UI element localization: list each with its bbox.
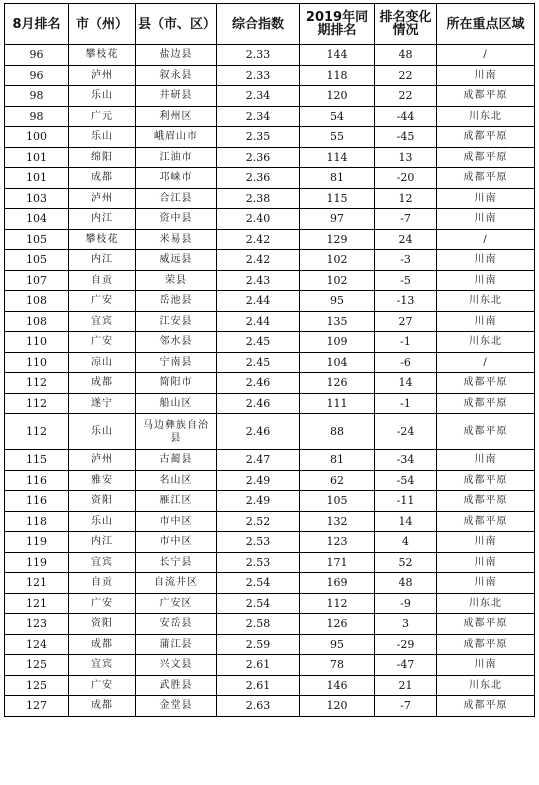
- cell-region: 成都平原: [437, 470, 535, 491]
- cell-rank: 119: [5, 532, 69, 553]
- cell-rank-change: -34: [375, 450, 437, 471]
- cell-county: 岳池县: [136, 291, 217, 312]
- cell-region: 成都平原: [437, 147, 535, 168]
- cell-county: 马边彝族自治县: [136, 414, 217, 450]
- cell-region: 川南: [437, 209, 535, 230]
- cell-rank-change: 22: [375, 86, 437, 107]
- cell-rank-change: -54: [375, 470, 437, 491]
- cell-rank-change: -1: [375, 393, 437, 414]
- cell-rank-change: -3: [375, 250, 437, 271]
- table-row: [5, 311, 535, 332]
- cell-region: 川南: [437, 188, 535, 209]
- cell-index: 2.33: [217, 45, 300, 66]
- cell-index: 2.42: [217, 229, 300, 250]
- cell-rank: 116: [5, 491, 69, 512]
- cell-county: 市中区: [136, 532, 217, 553]
- cell-prev-rank: 105: [300, 491, 375, 512]
- cell-city: 成都: [69, 373, 136, 394]
- cell-city: 泸州: [69, 188, 136, 209]
- cell-index: 2.46: [217, 414, 300, 450]
- table-row: [5, 511, 535, 532]
- table-row: [5, 106, 535, 127]
- cell-index: 2.61: [217, 655, 300, 676]
- cell-prev-rank: 95: [300, 634, 375, 655]
- cell-region: 川南: [437, 65, 535, 86]
- cell-region: 成都平原: [437, 373, 535, 394]
- cell-index: 2.47: [217, 450, 300, 471]
- cell-prev-rank: 62: [300, 470, 375, 491]
- header-row: [5, 4, 535, 45]
- cell-prev-rank: 104: [300, 352, 375, 373]
- cell-prev-rank: 144: [300, 45, 375, 66]
- cell-rank: 108: [5, 311, 69, 332]
- cell-rank: 108: [5, 291, 69, 312]
- cell-prev-rank: 112: [300, 593, 375, 614]
- cell-county: 市中区: [136, 511, 217, 532]
- cell-region: 川南: [437, 450, 535, 471]
- table-row: [5, 450, 535, 471]
- table-row: [5, 45, 535, 66]
- table-row: [5, 696, 535, 717]
- table-row: [5, 65, 535, 86]
- cell-city: 乐山: [69, 511, 136, 532]
- cell-rank-change: 3: [375, 614, 437, 635]
- cell-index: 2.40: [217, 209, 300, 230]
- cell-county: 雁江区: [136, 491, 217, 512]
- cell-index: 2.53: [217, 532, 300, 553]
- cell-county: 兴文县: [136, 655, 217, 676]
- cell-region: 川东北: [437, 332, 535, 353]
- cell-rank: 107: [5, 270, 69, 291]
- cell-city: 自贡: [69, 270, 136, 291]
- cell-rank: 112: [5, 373, 69, 394]
- table-row: [5, 373, 535, 394]
- cell-rank: 115: [5, 450, 69, 471]
- cell-rank-change: 22: [375, 65, 437, 86]
- cell-rank-change: 14: [375, 511, 437, 532]
- cell-rank: 110: [5, 352, 69, 373]
- cell-index: 2.49: [217, 491, 300, 512]
- header-rank: 8月排名: [5, 4, 69, 45]
- table-row: [5, 470, 535, 491]
- table-row: [5, 270, 535, 291]
- cell-rank: 125: [5, 655, 69, 676]
- ranking-table: [4, 3, 535, 717]
- cell-city: 凉山: [69, 352, 136, 373]
- cell-rank-change: -1: [375, 332, 437, 353]
- cell-city: 资阳: [69, 614, 136, 635]
- cell-rank-change: -44: [375, 106, 437, 127]
- cell-region: 成都平原: [437, 168, 535, 189]
- table-row: [5, 393, 535, 414]
- cell-city: 广元: [69, 106, 136, 127]
- cell-index: 2.33: [217, 65, 300, 86]
- table-row: [5, 86, 535, 107]
- cell-city: 内江: [69, 250, 136, 271]
- cell-city: 乐山: [69, 127, 136, 148]
- cell-rank: 116: [5, 470, 69, 491]
- cell-rank-change: 27: [375, 311, 437, 332]
- cell-index: 2.52: [217, 511, 300, 532]
- cell-region: 川东北: [437, 675, 535, 696]
- table-row: [5, 147, 535, 168]
- cell-city: 绵阳: [69, 147, 136, 168]
- cell-rank-change: -7: [375, 696, 437, 717]
- cell-county: 江安县: [136, 311, 217, 332]
- cell-county: 武胜县: [136, 675, 217, 696]
- table-row: [5, 414, 535, 450]
- table-row: [5, 168, 535, 189]
- cell-county: 叙永县: [136, 65, 217, 86]
- cell-city: 成都: [69, 168, 136, 189]
- cell-county: 名山区: [136, 470, 217, 491]
- cell-rank-change: -6: [375, 352, 437, 373]
- cell-prev-rank: 88: [300, 414, 375, 450]
- cell-city: 宜宾: [69, 311, 136, 332]
- header-prev-rank: 2019年同期排名: [300, 4, 375, 45]
- cell-index: 2.35: [217, 127, 300, 148]
- cell-rank-change: -5: [375, 270, 437, 291]
- cell-city: 乐山: [69, 414, 136, 450]
- cell-rank: 118: [5, 511, 69, 532]
- cell-region: 成都平原: [437, 127, 535, 148]
- cell-index: 2.42: [217, 250, 300, 271]
- cell-prev-rank: 114: [300, 147, 375, 168]
- cell-county: 古蔺县: [136, 450, 217, 471]
- cell-index: 2.45: [217, 332, 300, 353]
- cell-city: 遂宁: [69, 393, 136, 414]
- cell-prev-rank: 55: [300, 127, 375, 148]
- cell-region: /: [437, 352, 535, 373]
- cell-rank: 101: [5, 168, 69, 189]
- cell-rank: 121: [5, 573, 69, 594]
- cell-prev-rank: 118: [300, 65, 375, 86]
- cell-prev-rank: 111: [300, 393, 375, 414]
- cell-region: 川南: [437, 250, 535, 271]
- cell-rank-change: 12: [375, 188, 437, 209]
- cell-city: 广安: [69, 593, 136, 614]
- cell-rank: 124: [5, 634, 69, 655]
- cell-city: 攀枝花: [69, 45, 136, 66]
- cell-city: 广安: [69, 291, 136, 312]
- table-row: [5, 209, 535, 230]
- cell-prev-rank: 109: [300, 332, 375, 353]
- cell-region: 川南: [437, 655, 535, 676]
- cell-index: 2.38: [217, 188, 300, 209]
- cell-rank-change: 24: [375, 229, 437, 250]
- cell-index: 2.53: [217, 552, 300, 573]
- cell-prev-rank: 81: [300, 168, 375, 189]
- cell-index: 2.36: [217, 168, 300, 189]
- table-row: [5, 229, 535, 250]
- table-row: [5, 188, 535, 209]
- header-county: 县（市、区）: [136, 4, 217, 45]
- cell-county: 荣县: [136, 270, 217, 291]
- cell-rank-change: 48: [375, 573, 437, 594]
- header-city: 市（州）: [69, 4, 136, 45]
- cell-rank-change: 14: [375, 373, 437, 394]
- cell-county: 盐边县: [136, 45, 217, 66]
- cell-county: 邛崃市: [136, 168, 217, 189]
- cell-county: 长宁县: [136, 552, 217, 573]
- cell-index: 2.58: [217, 614, 300, 635]
- cell-rank: 105: [5, 250, 69, 271]
- table-row: [5, 250, 535, 271]
- cell-prev-rank: 78: [300, 655, 375, 676]
- cell-prev-rank: 126: [300, 373, 375, 394]
- cell-index: 2.63: [217, 696, 300, 717]
- cell-region: 成都平原: [437, 414, 535, 450]
- cell-county: 金堂县: [136, 696, 217, 717]
- cell-rank: 105: [5, 229, 69, 250]
- cell-rank-change: 48: [375, 45, 437, 66]
- cell-county: 峨眉山市: [136, 127, 217, 148]
- table-body: [5, 45, 535, 717]
- cell-rank: 127: [5, 696, 69, 717]
- cell-rank: 121: [5, 593, 69, 614]
- cell-region: /: [437, 45, 535, 66]
- cell-rank-change: -24: [375, 414, 437, 450]
- table-row: [5, 352, 535, 373]
- cell-index: 2.46: [217, 373, 300, 394]
- table-row: [5, 573, 535, 594]
- cell-city: 自贡: [69, 573, 136, 594]
- cell-city: 泸州: [69, 65, 136, 86]
- cell-county: 简阳市: [136, 373, 217, 394]
- cell-prev-rank: 120: [300, 86, 375, 107]
- cell-city: 乐山: [69, 86, 136, 107]
- cell-rank-change: -45: [375, 127, 437, 148]
- cell-prev-rank: 102: [300, 250, 375, 271]
- cell-region: 成都平原: [437, 491, 535, 512]
- cell-region: 川南: [437, 270, 535, 291]
- cell-county: 江油市: [136, 147, 217, 168]
- cell-city: 内江: [69, 209, 136, 230]
- cell-region: /: [437, 229, 535, 250]
- table-row: [5, 593, 535, 614]
- cell-index: 2.45: [217, 352, 300, 373]
- cell-county: 资中县: [136, 209, 217, 230]
- cell-prev-rank: 95: [300, 291, 375, 312]
- cell-index: 2.43: [217, 270, 300, 291]
- cell-region: 川南: [437, 552, 535, 573]
- cell-prev-rank: 123: [300, 532, 375, 553]
- cell-city: 宜宾: [69, 655, 136, 676]
- cell-index: 2.44: [217, 291, 300, 312]
- cell-county: 宁南县: [136, 352, 217, 373]
- cell-city: 广安: [69, 332, 136, 353]
- cell-rank-change: 21: [375, 675, 437, 696]
- cell-rank: 112: [5, 414, 69, 450]
- cell-rank-change: -7: [375, 209, 437, 230]
- header-index: 综合指数: [217, 4, 300, 45]
- cell-rank-change: 52: [375, 552, 437, 573]
- cell-prev-rank: 81: [300, 450, 375, 471]
- cell-index: 2.54: [217, 593, 300, 614]
- cell-region: 川南: [437, 311, 535, 332]
- cell-city: 雅安: [69, 470, 136, 491]
- cell-rank: 98: [5, 106, 69, 127]
- cell-rank: 98: [5, 86, 69, 107]
- cell-county: 利州区: [136, 106, 217, 127]
- cell-index: 2.34: [217, 86, 300, 107]
- table-row: [5, 532, 535, 553]
- cell-prev-rank: 135: [300, 311, 375, 332]
- cell-prev-rank: 97: [300, 209, 375, 230]
- cell-county: 蒲江县: [136, 634, 217, 655]
- cell-city: 宜宾: [69, 552, 136, 573]
- table-row: [5, 491, 535, 512]
- table-row: [5, 552, 535, 573]
- cell-region: 川南: [437, 573, 535, 594]
- cell-rank-change: -9: [375, 593, 437, 614]
- table-row: [5, 332, 535, 353]
- cell-county: 船山区: [136, 393, 217, 414]
- cell-city: 内江: [69, 532, 136, 553]
- cell-rank-change: 13: [375, 147, 437, 168]
- cell-prev-rank: 126: [300, 614, 375, 635]
- cell-rank: 123: [5, 614, 69, 635]
- cell-rank-change: -20: [375, 168, 437, 189]
- cell-rank: 103: [5, 188, 69, 209]
- cell-prev-rank: 129: [300, 229, 375, 250]
- cell-city: 泸州: [69, 450, 136, 471]
- cell-prev-rank: 169: [300, 573, 375, 594]
- cell-index: 2.54: [217, 573, 300, 594]
- header-region: 所在重点区域: [437, 4, 535, 45]
- cell-region: 成都平原: [437, 696, 535, 717]
- cell-county: 自流井区: [136, 573, 217, 594]
- cell-index: 2.36: [217, 147, 300, 168]
- cell-rank-change: -13: [375, 291, 437, 312]
- cell-county: 安岳县: [136, 614, 217, 635]
- table-row: [5, 127, 535, 148]
- cell-index: 2.61: [217, 675, 300, 696]
- cell-county: 合江县: [136, 188, 217, 209]
- cell-index: 2.46: [217, 393, 300, 414]
- cell-city: 成都: [69, 696, 136, 717]
- table-row: [5, 291, 535, 312]
- cell-region: 川东北: [437, 106, 535, 127]
- cell-region: 成都平原: [437, 86, 535, 107]
- cell-rank: 96: [5, 45, 69, 66]
- cell-rank-change: 4: [375, 532, 437, 553]
- cell-prev-rank: 115: [300, 188, 375, 209]
- cell-region: 川东北: [437, 593, 535, 614]
- cell-region: 川东北: [437, 291, 535, 312]
- cell-city: 成都: [69, 634, 136, 655]
- cell-rank: 125: [5, 675, 69, 696]
- cell-rank: 110: [5, 332, 69, 353]
- cell-rank: 112: [5, 393, 69, 414]
- cell-prev-rank: 146: [300, 675, 375, 696]
- cell-county: 邻水县: [136, 332, 217, 353]
- cell-prev-rank: 54: [300, 106, 375, 127]
- cell-rank-change: -47: [375, 655, 437, 676]
- cell-index: 2.59: [217, 634, 300, 655]
- cell-region: 成都平原: [437, 393, 535, 414]
- cell-index: 2.34: [217, 106, 300, 127]
- cell-city: 资阳: [69, 491, 136, 512]
- cell-city: 攀枝花: [69, 229, 136, 250]
- cell-index: 2.44: [217, 311, 300, 332]
- cell-county: 广安区: [136, 593, 217, 614]
- cell-county: 米易县: [136, 229, 217, 250]
- cell-rank-change: -11: [375, 491, 437, 512]
- cell-region: 成都平原: [437, 634, 535, 655]
- cell-city: 广安: [69, 675, 136, 696]
- table-row: [5, 634, 535, 655]
- cell-prev-rank: 132: [300, 511, 375, 532]
- cell-rank: 100: [5, 127, 69, 148]
- cell-prev-rank: 102: [300, 270, 375, 291]
- cell-prev-rank: 120: [300, 696, 375, 717]
- cell-county: 井研县: [136, 86, 217, 107]
- cell-rank: 96: [5, 65, 69, 86]
- cell-region: 成都平原: [437, 614, 535, 635]
- cell-prev-rank: 171: [300, 552, 375, 573]
- cell-region: 成都平原: [437, 511, 535, 532]
- table-row: [5, 614, 535, 635]
- cell-region: 川南: [437, 532, 535, 553]
- cell-county: 威远县: [136, 250, 217, 271]
- table-row: [5, 675, 535, 696]
- cell-rank-change: -29: [375, 634, 437, 655]
- header-rank-change: 排名变化情况: [375, 4, 437, 45]
- cell-rank: 101: [5, 147, 69, 168]
- cell-rank: 104: [5, 209, 69, 230]
- cell-rank: 119: [5, 552, 69, 573]
- cell-index: 2.49: [217, 470, 300, 491]
- table-row: [5, 655, 535, 676]
